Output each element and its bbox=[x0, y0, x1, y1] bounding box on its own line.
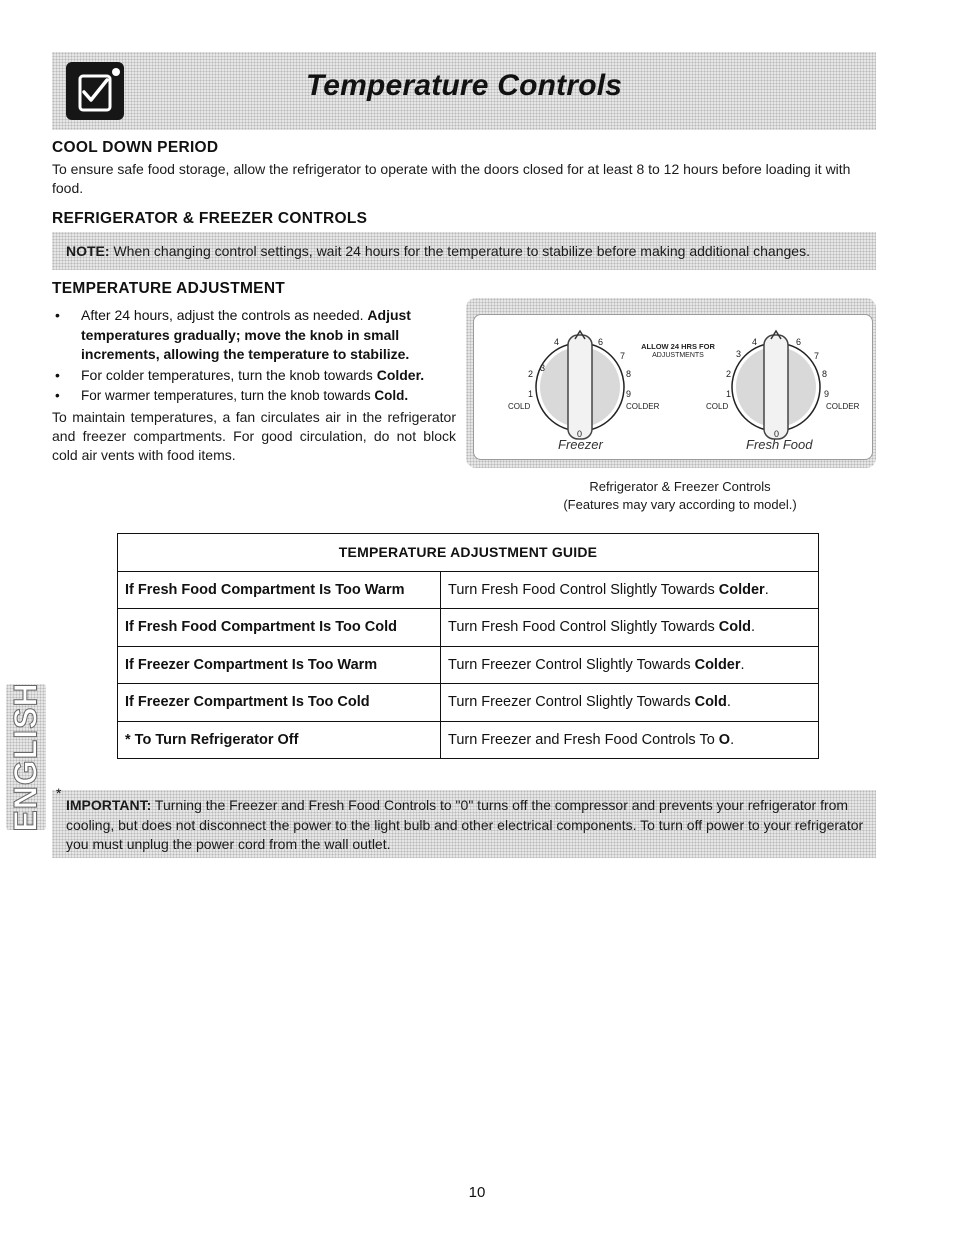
table-row bbox=[118, 609, 819, 647]
bullet-text: For colder temperatures, turn the knob towards bbox=[81, 366, 377, 383]
condition-cell: If Fresh Food Compartment Is Too Warm bbox=[118, 571, 441, 609]
action-cell: Turn Freezer Control Slightly Towards Cold. bbox=[441, 684, 819, 722]
controls-heading: REFRIGERATOR & FREEZER CONTROLS bbox=[52, 210, 368, 227]
dial-number: 0 bbox=[774, 429, 780, 439]
table-row bbox=[118, 684, 819, 722]
dial-number: 8 bbox=[626, 369, 632, 379]
cool-down-heading: COOL DOWN PERIOD bbox=[52, 139, 219, 156]
page-number: 10 bbox=[468, 1184, 486, 1201]
table-row bbox=[118, 646, 819, 684]
cool-down-text: To ensure safe food storage, allow the refrigerator to operate with the doors closed for at least 8 to 12 hours before loading it with food. bbox=[52, 161, 851, 196]
language-tab-label: ENGLISH bbox=[7, 682, 44, 832]
note-text: When changing control settings, wait 24 hours for the temperature to stabilize before making additional changes. bbox=[109, 243, 810, 259]
important-label: IMPORTANT: bbox=[66, 797, 152, 813]
fan-paragraph: To maintain temperatures, a fan circulates air in the refrigerator and freezer compartments. For good circulation, do not block cold air vents with food items. bbox=[52, 409, 456, 463]
condition-cell: If Fresh Food Compartment Is Too Cold bbox=[118, 609, 441, 647]
fresh-food-label: Fresh Food bbox=[746, 437, 813, 452]
dial-number: 2 bbox=[528, 369, 534, 379]
dial-number: 1 bbox=[726, 389, 732, 399]
freezer-label: Freezer bbox=[558, 437, 603, 452]
list-item bbox=[52, 306, 462, 365]
condition-cell: If Freezer Compartment Is Too Warm bbox=[118, 646, 441, 684]
header-banner bbox=[52, 52, 876, 130]
bullet-text: For warmer temperatures, turn the knob towards bbox=[81, 388, 375, 403]
bullet-text: After 24 hours, adjust the controls as needed. bbox=[81, 307, 368, 323]
action-cell: Turn Freezer Control Slightly Towards Colder. bbox=[441, 646, 819, 684]
colder-label: COLDER bbox=[826, 402, 860, 411]
dial-number: 7 bbox=[620, 351, 626, 361]
dial-number: 8 bbox=[822, 369, 828, 379]
dial-number: 9 bbox=[626, 389, 632, 399]
page-title: Temperature Controls bbox=[305, 69, 623, 102]
table-row bbox=[118, 721, 819, 759]
list-item bbox=[52, 386, 462, 406]
temperature-guide-table bbox=[117, 533, 819, 759]
action-cell: Turn Freezer and Fresh Food Controls To O. bbox=[441, 721, 819, 759]
action-cell: Turn Fresh Food Control Slightly Towards Cold. bbox=[441, 609, 819, 647]
dial-number: 4 bbox=[752, 337, 758, 347]
condition-cell: * To Turn Refrigerator Off bbox=[118, 721, 441, 759]
bullet-bold-text: Colder. bbox=[376, 366, 425, 383]
caption-line: Refrigerator & Freezer Controls bbox=[589, 479, 771, 494]
note-box bbox=[52, 232, 876, 270]
dial-number: 3 bbox=[540, 363, 546, 373]
dial-number: 0 bbox=[577, 429, 583, 439]
language-tab bbox=[6, 684, 46, 830]
dial-number: 3 bbox=[736, 349, 742, 359]
dial-number: 6 bbox=[796, 337, 802, 347]
table-row bbox=[118, 571, 819, 609]
controls-figure bbox=[473, 314, 873, 460]
temp-adjust-heading: TEMPERATURE ADJUSTMENT bbox=[52, 280, 286, 297]
important-text: Turning the Freezer and Fresh Food Controls to "0" turns off the compressor and prevents your refrigerator from cooling, but does not disconnect the power to the light bulb and other electrical components. To turn off power to your refrigerator you must unplug the power cord from the wall outlet. bbox=[66, 797, 864, 852]
temp-adjust-list bbox=[52, 306, 462, 407]
dial-number: 4 bbox=[554, 337, 560, 347]
allow-text-line2: ADJUSTMENTS bbox=[652, 352, 704, 359]
figure-caption bbox=[520, 478, 840, 514]
dial-number: 9 bbox=[824, 389, 830, 399]
allow-text-line1: ALLOW 24 HRS FOR bbox=[641, 342, 715, 351]
condition-cell: If Freezer Compartment Is Too Cold bbox=[118, 684, 441, 722]
list-item bbox=[52, 366, 462, 386]
dial-number: 7 bbox=[814, 351, 820, 361]
note-label: NOTE: bbox=[66, 243, 110, 259]
bullet-bold-text: Cold. bbox=[374, 388, 409, 403]
caption-line: (Features may vary according to model.) bbox=[563, 497, 797, 512]
cold-label: COLD bbox=[706, 402, 729, 411]
dial-number: 2 bbox=[726, 369, 732, 379]
table-title: TEMPERATURE ADJUSTMENT GUIDE bbox=[118, 534, 819, 572]
important-asterisk: * bbox=[56, 785, 62, 801]
bullet-bold-text: Adjust temperatures gradually; move the knob in small increments, allowing the temperature to stabilize. bbox=[81, 307, 411, 362]
dial-number: 1 bbox=[528, 389, 534, 399]
freezer-dial bbox=[536, 331, 624, 439]
action-cell: Turn Fresh Food Control Slightly Towards Colder. bbox=[441, 571, 819, 609]
fresh-food-dial bbox=[732, 331, 820, 439]
colder-label: COLDER bbox=[626, 402, 660, 411]
important-box bbox=[52, 790, 876, 858]
cold-label: COLD bbox=[508, 402, 531, 411]
dial-number: 6 bbox=[598, 337, 604, 347]
